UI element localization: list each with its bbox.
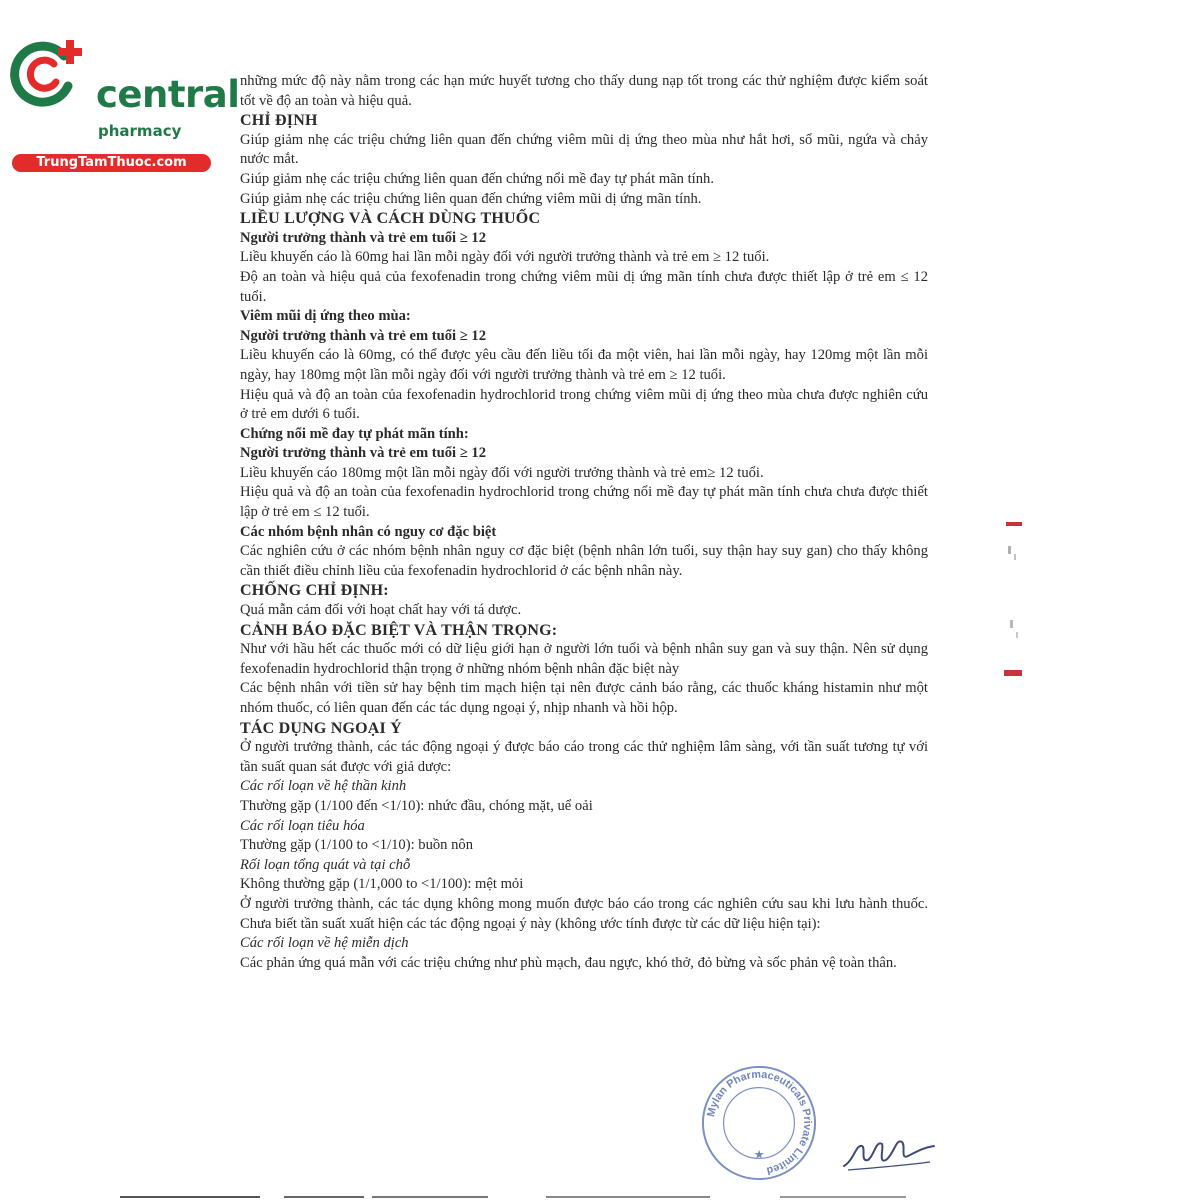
paragraph: Liều khuyến cáo là 60mg, có thể được yêu cầu đến liều tối đa một viên, hai lần mỗi ngày, hay 120mg một lần mỗi ngày, hay 180mg một lần mỗi ngày đối với người trưởng thành và trẻ em ≥ 12 tuổi.	[240, 347, 928, 383]
paragraph: Hiệu quả và độ an toàn của fexofenadin hydrochlorid trong chứng viêm mũi dị ứng theo mùa chưa được nghiên cứu ở trẻ em dưới 6 tuổi.	[240, 386, 928, 423]
subheading: Các nhóm bệnh nhân có nguy cơ đặc biệt	[240, 523, 497, 540]
section-heading: CHỈ ĐỊNH	[240, 112, 318, 130]
paragraph: Quá mẫn cảm đối với hoạt chất hay với tá dược.	[240, 602, 522, 619]
italic-subtitle: Các rối loạn tiêu hóa	[240, 817, 365, 834]
paragraph: Ở người trưởng thành, các tác dụng không mong muốn được báo cáo trong các nghiên cứu sau khi lưu hành thuốc. Chưa biết tần suất xuất hiện các tác động ngoại ý này (không ước tính được từ các dữ liệu hiện tại):	[240, 895, 928, 932]
paragraph: Ở người trưởng thành, các tác động ngoại ý được báo cáo trong các thử nghiệm lâm sàng, với tần suất tương tự với tần suất quan sát được với giả dược:	[240, 739, 928, 775]
italic-subtitle: Các rối loạn về hệ miễn dịch	[240, 935, 409, 952]
section-heading: CẢNH BÁO ĐẶC BIỆT VÀ THẬN TRỌNG:	[240, 621, 558, 639]
paragraph: Liều khuyến cáo 180mg một lần mỗi ngày đối với người trưởng thành và trẻ em≥ 12 tuổi.	[240, 464, 764, 481]
italic-subtitle: Các rối loạn về hệ thần kinh	[240, 778, 407, 795]
paragraph: Giúp giảm nhẹ các triệu chứng liên quan đến chứng viêm mũi dị ứng theo mùa như hắt hơi, sổ mũi, ngứa và chảy nước mắt.	[240, 131, 928, 168]
company-stamp	[700, 1064, 818, 1182]
paragraph: Các phản ứng quá mẫn với các triệu chứng như phù mạch, đau ngực, khó thở, đỏ bừng và sốc phản vệ toàn thân.	[240, 954, 897, 971]
paragraph: Không thường gặp (1/1,000 to <1/100): mệt mỏi	[240, 876, 524, 893]
paragraph: Giúp giảm nhẹ các triệu chứng liên quan đến chứng viêm mũi dị ứng mãn tính.	[240, 190, 702, 207]
subheading: Người trưởng thành và trẻ em tuổi ≥ 12	[240, 229, 486, 246]
section-heading: TÁC DỤNG NGOẠI Ý	[240, 719, 402, 737]
signature	[840, 1126, 940, 1174]
paragraph: Liều khuyến cáo là 60mg hai lần mỗi ngày đối với người trưởng thành và trẻ em ≥ 12 tuổi.	[240, 249, 770, 266]
paragraph: Các nghiên cứu ở các nhóm bệnh nhân nguy cơ đặc biệt (bệnh nhân lớn tuổi, suy thận hay suy gan) cho thấy không cần thiết điều chỉnh liều của fexofenadin hydrochlorid ở các bệnh nhân này.	[240, 543, 928, 579]
subheading: Người trưởng thành và trẻ em tuổi ≥ 12	[240, 445, 486, 462]
paragraph: Độ an toàn và hiệu quả của fexofenadin trong chứng viêm mũi dị ứng mãn tính chưa được thiết lập ở trẻ em ≤ 12 tuổi.	[240, 268, 928, 305]
section-heading: CHỐNG CHỈ ĐỊNH:	[240, 582, 389, 600]
paragraph: Thường gặp (1/100 đến <1/10): nhức đầu, chóng mặt, uể oải	[240, 797, 593, 814]
paragraph: những mức độ này nằm trong các hạn mức huyết tương cho thấy dung nạp tốt trong các thử nghiệm được kiểm soát tốt về độ an toàn và hiệu quả.	[240, 73, 928, 109]
subheading: Viêm mũi dị ứng theo mùa:	[240, 308, 411, 325]
star-icon: ★	[753, 1147, 765, 1162]
paragraph: Giúp giảm nhẹ các triệu chứng liên quan đến chứng nổi mề đay tự phát mãn tính.	[240, 170, 714, 187]
subheading: Người trưởng thành và trẻ em tuổi ≥ 12	[240, 327, 486, 344]
brand-subtitle: pharmacy	[98, 122, 182, 140]
paragraph: Hiệu quả và độ an toàn của fexofenadin hydrochlorid trong chứng nổi mề đay tự phát mãn tính chưa chưa được thiết lập ở trẻ em ≤ 12 tuổi.	[240, 484, 928, 521]
subheading: Chứng nổi mề đay tự phát mãn tính:	[240, 425, 469, 442]
document-body	[240, 72, 928, 973]
paragraph: Các bệnh nhân với tiền sử hay bệnh tim mạch hiện tại nên được cảnh báo rằng, các thuốc kháng histamin như một nhóm thuốc, có liên quan đến các tác dụng ngoại ý, nhịp nhanh và hồi hộp.	[240, 680, 928, 716]
brand-site-bar: TrungTamThuoc.com	[12, 154, 211, 172]
italic-subtitle: Rối loạn tổng quát và tại chỗ	[240, 856, 411, 873]
stamp-text: Mylan Pharmaceuticals Private Limited	[705, 1068, 814, 1177]
section-heading: LIỀU LƯỢNG VÀ CÁCH DÙNG THUỐC	[240, 210, 541, 228]
central-pharmacy-logo	[10, 36, 240, 170]
edge-scan-marks	[1000, 520, 1030, 690]
footer-scan-lines	[0, 1192, 1200, 1200]
central-logo-icon	[10, 36, 82, 108]
paragraph: Như với hầu hết các thuốc mới có dữ liệu giới hạn ở người lớn tuổi và bệnh nhân suy gan và suy thận. Nên sử dụng fexofenadin hydrochlorid thận trọng ở những nhóm bệnh nhân đặc biệt này	[240, 641, 928, 677]
paragraph: Thường gặp (1/100 to <1/10): buồn nôn	[240, 837, 474, 854]
brand-name: central	[96, 73, 240, 116]
